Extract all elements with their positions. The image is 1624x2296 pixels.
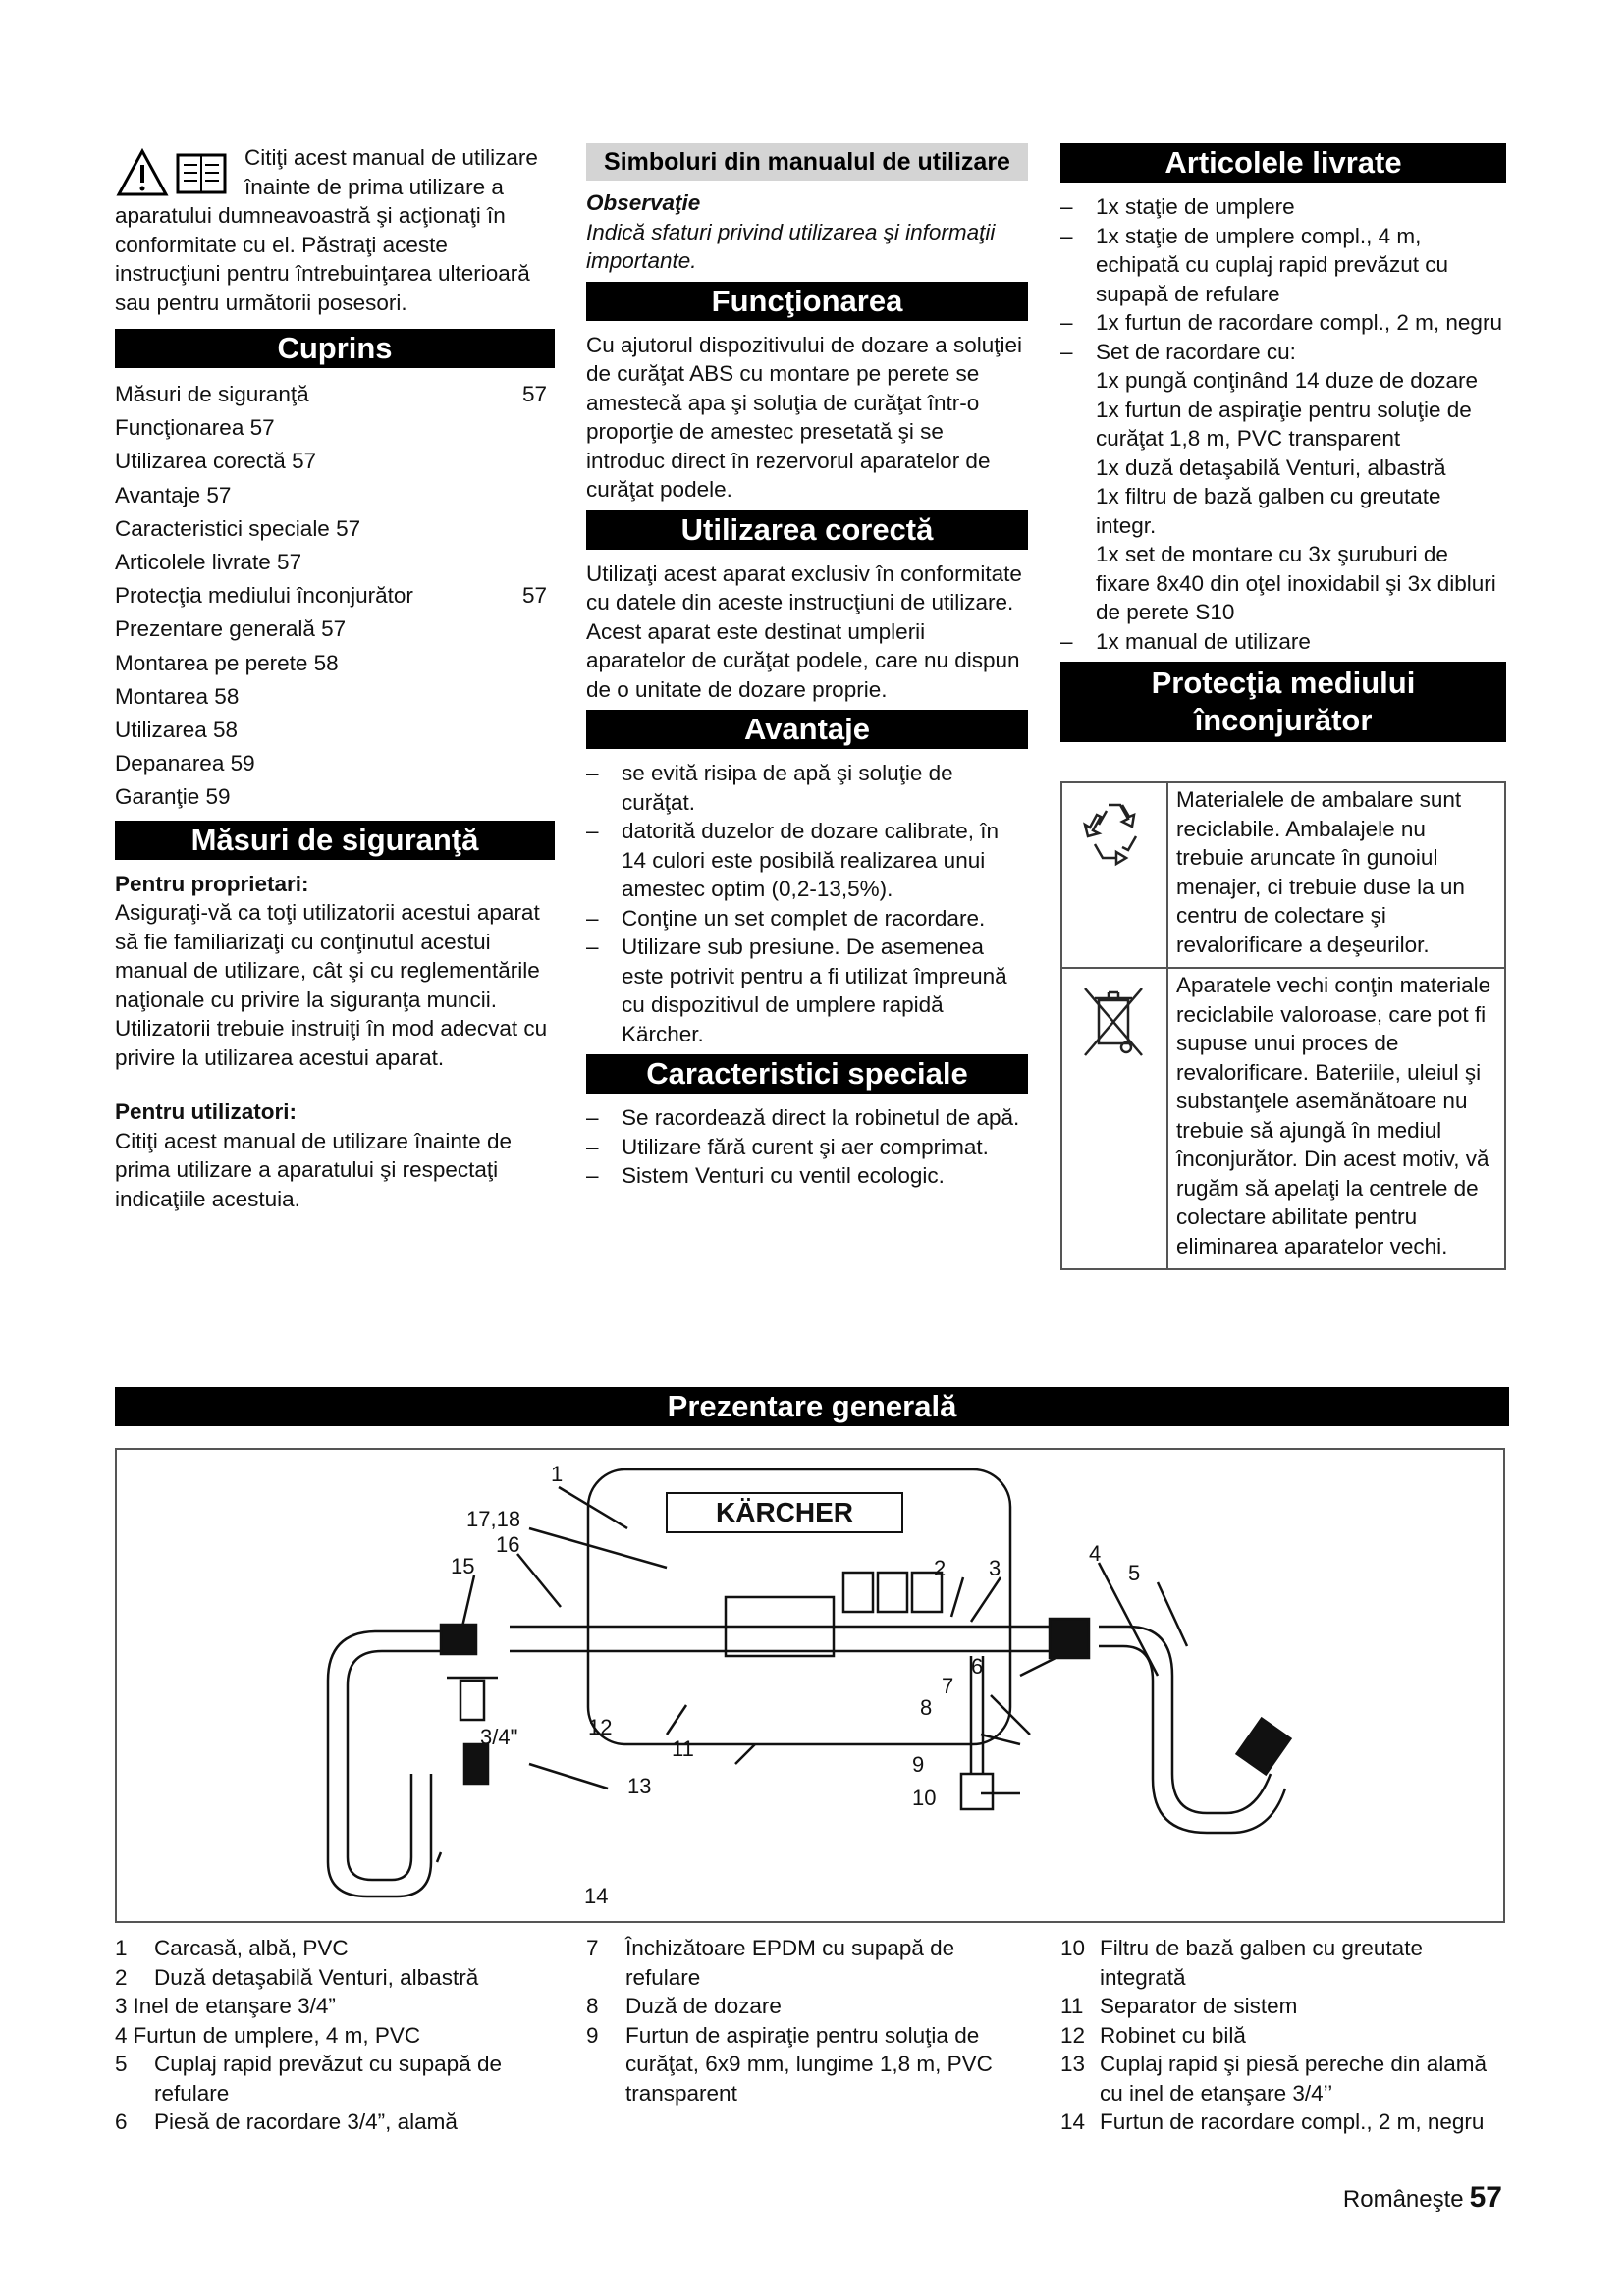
device-diagram (117, 1450, 1503, 1921)
scope-list (1060, 192, 1506, 656)
toc-entry (115, 546, 555, 579)
toc-entry (115, 747, 555, 780)
table-of-contents (115, 378, 555, 815)
legend-item (115, 1992, 547, 2021)
callout-3: 3 (989, 1556, 1001, 1580)
list-item: – 1x manual de utilizare (1060, 627, 1506, 657)
column-1 (115, 143, 555, 1213)
legend-text: Duză de dozare (625, 1994, 782, 2018)
legend-item (586, 1934, 1028, 1992)
toc-label: Protecţia mediului înconjurător (115, 583, 413, 609)
legend-num: 14 (1060, 2109, 1086, 2134)
users-text: Citiţi acest manual de utilizare înainte de prima utilizare a aparatului şi respectaţi indicaţiile acestuia. (115, 1128, 512, 1211)
legend-item (115, 2108, 547, 2137)
list-item: – se evită risipa de apă şi soluţie de curăţat. (586, 759, 1028, 817)
toc-label: Măsuri de siguranţă (115, 382, 309, 406)
environment-table (1060, 781, 1506, 1270)
list-item: – datorită duzelor de dozare calibrate, în 14 culori este posibilă realizarea unui amestec optim (0,2-13,5%). (586, 817, 1028, 904)
legend-text: Robinet cu bilă (1100, 2022, 1246, 2048)
overview-heading: Prezentare generală (115, 1387, 1509, 1426)
legend-text: Separator de sistem (1100, 1994, 1298, 2018)
intro-block (115, 143, 555, 317)
callout-9: 9 (912, 1752, 925, 1777)
list-item: – Utilizare sub presiune. De asemenea este potrivit pentru a fi utilizat împreună cu dispozitivul de umplere rapidă Kärcher. (586, 933, 1028, 1048)
toc-entry (115, 579, 555, 613)
legend-item (1060, 1992, 1506, 2021)
device-overview-figure (115, 1448, 1505, 1923)
callout-1: 1 (551, 1462, 564, 1486)
legend-text: Cuplaj rapid şi piesă pereche din alamă cu inel de etanşare 3/4’’ (1100, 2052, 1487, 2106)
toc-label: Garanţie 59 (115, 784, 231, 810)
toc-label: Utilizarea corectă 57 (115, 449, 317, 474)
toc-page (547, 512, 555, 546)
callout-15: 15 (451, 1554, 475, 1578)
recycle-cell (1061, 782, 1167, 968)
callout-14: 14 (584, 1884, 609, 1908)
toc-entry (115, 780, 555, 814)
toc-page (547, 479, 555, 512)
intro-text: Citiţi acest manual de utilizare înainte de prima utilizare a aparatului dumneavoastră şi acţionaţi în conformitate cu el. Păstraţi aceste instrucţiuni pentru întrebuinţarea ulterioară sau pentru următorii posesori. (115, 145, 538, 315)
function-text: Cu ajutorul dispozitivului de dozare a soluţiei de curăţat ABS cu montare pe perete se amestecă apa şi soluţia de curăţat într-o proporţie de amestec presetată şi se introduc direct în rezervorul aparatelor de curăţat podele. (586, 332, 1023, 502)
toc-page: 57 (521, 583, 547, 609)
recycle-text: Materialele de ambalare sunt reciclabile. Ambalajele nu trebuie aruncate în gunoiul menajer, ci trebuie duse la un centru de colectare şi revalorificare a deşeurilor. (1167, 782, 1505, 968)
toc-page (547, 680, 555, 714)
disposal-text: Aparatele vechi conţin materiale reciclabile valoroase, care pot fi supuse unui proces de revalorificare. Bateriile, uleiul şi substanţele asemănătoare nu trebuie să ajungă în mediul înconjurător. Din acest motiv, vă rugăm să apelaţi la centrele de colectare abilitate pentru eliminarea aparatelor vechi. (1167, 968, 1505, 1269)
legend-text: Furtun de racordare compl., 2 m, negru (1100, 2109, 1485, 2134)
toc-entry (115, 714, 555, 747)
legend-num: 1 (115, 1936, 128, 1960)
legend-text: Duză detaşabilă Venturi, albastră (154, 1964, 479, 1990)
toc-label: Funcţionarea 57 (115, 415, 275, 441)
legend-text: Filtru de bază galben cu greutate integrată (1100, 1936, 1423, 1990)
environment-heading (1060, 662, 1506, 742)
set-item: 1x set de montare cu 3x şuruburi de fixare 8x40 din oţel inoxidabil şi 3x dibluri de perete S10 (1096, 542, 1496, 624)
use-heading: Utilizarea corectă (586, 510, 1028, 550)
safety-heading: Măsuri de siguranţă (115, 821, 555, 860)
legend-num: 7 (586, 1936, 599, 1960)
toc-page (547, 747, 555, 780)
set-item: 1x filtru de bază galben cu greutate integr. (1096, 484, 1441, 538)
special-features-list (586, 1103, 1028, 1191)
callout-7: 7 (942, 1674, 954, 1698)
scope-heading: Articolele livrate (1060, 143, 1506, 183)
set-item: 1x pungă conţinând 14 duze de dozare (1096, 368, 1479, 393)
toc-page (547, 546, 555, 579)
legend-num: 11 (1060, 1994, 1084, 2018)
set-item: 1x furtun de aspiraţie pentru soluţie de curăţat 1,8 m, PVC transparent (1096, 397, 1472, 451)
list-item: – Sistem Venturi cu ventil ecologic. (586, 1161, 1028, 1191)
toc-label: Depanarea 59 (115, 751, 255, 776)
list-item: – 1x furtun de racordare compl., 2 m, negru (1060, 308, 1506, 338)
page-footer (1343, 2181, 1502, 2215)
toc-label: Prezentare generală 57 (115, 616, 347, 642)
advantages-list (586, 759, 1028, 1048)
legend-num: 2 (115, 1964, 128, 1990)
callout-2: 2 (934, 1556, 947, 1580)
callout-11: 11 (672, 1736, 694, 1761)
note-heading: Observaţie (586, 190, 701, 215)
special-features-heading: Caracteristici speciale (586, 1054, 1028, 1094)
toc-label: Montarea pe perete 58 (115, 650, 339, 675)
legend-text: Furtun de aspiraţie pentru soluţia de curăţat, 6x9 mm, lungime 1,8 m, PVC transparent (625, 2022, 993, 2106)
legend-num: 10 (1060, 1936, 1086, 1960)
toc-entry (115, 647, 555, 680)
toc-page (547, 613, 555, 646)
toc-page (547, 780, 555, 814)
footer-language: Româneşte (1342, 2186, 1464, 2213)
callout-10: 10 (912, 1786, 937, 1810)
page-number: 57 (1469, 2181, 1502, 2214)
environment-heading-line-1: Protecţia mediului (1151, 666, 1416, 700)
legend-column-2 (586, 1934, 1028, 2108)
callout-16: 16 (496, 1532, 520, 1557)
callout-3-4: 3/4" (480, 1725, 518, 1749)
crossed-bin-icon (1079, 983, 1150, 1061)
toc-label: Utilizarea 58 (115, 718, 239, 743)
use-text-1: Utilizaţi acest aparat exclusiv în conformitate cu datele din aceste instrucţiuni de utilizare. (586, 561, 1022, 614)
set-item: 1x duză detaşabilă Venturi, albastră (1096, 454, 1446, 480)
note-text: Indică sfaturi privind utilizarea şi informaţii importante. (586, 219, 996, 273)
legend-item (1060, 1934, 1506, 1992)
legend-text: Închizătoare EPDM cu supapă de refulare (625, 1936, 955, 1990)
toc-page (547, 411, 555, 445)
recycle-icon (1079, 797, 1150, 868)
toc-label: Caracteristici speciale 57 (115, 515, 361, 541)
fill-hose (1099, 1627, 1271, 1813)
toc-page (547, 647, 555, 680)
toc-page: 57 (521, 382, 547, 406)
legend-num: 5 (115, 2052, 128, 2076)
toc-entry (115, 613, 555, 646)
legend-num: 4 (115, 2022, 128, 2048)
list-item: – Set de racordare cu: (1060, 338, 1506, 367)
list-item: – 1x staţie de umplere (1060, 192, 1506, 222)
legend-column-3 (1060, 1934, 1506, 2137)
environment-heading-line-2: înconjurător (1194, 703, 1373, 737)
advantages-heading: Avantaje (586, 710, 1028, 749)
symbols-heading: Simboluri din manualul de utilizare (586, 143, 1028, 181)
brand-name: KÄRCHER (716, 1497, 853, 1527)
toc-entry (115, 378, 555, 411)
column-2 (586, 143, 1028, 1191)
toc-entry (115, 411, 555, 445)
callout-5: 5 (1128, 1561, 1141, 1585)
legend-text: Cuplaj rapid prevăzut cu supapă de refulare (154, 2052, 502, 2106)
owners-heading: Pentru proprietari: (115, 871, 309, 896)
toc-label: Montarea 58 (115, 683, 240, 709)
warning-manual-icon (115, 145, 233, 200)
legend-text: Inel de etanşare 3/4” (133, 1994, 336, 2018)
callout-12: 12 (588, 1715, 613, 1739)
legend-item (115, 2050, 547, 2108)
callout-4: 4 (1089, 1541, 1102, 1566)
function-heading: Funcţionarea (586, 282, 1028, 321)
column-3 (1060, 143, 1506, 1270)
legend-text: Furtun de umplere, 4 m, PVC (133, 2022, 421, 2048)
legend-item (1060, 2050, 1506, 2108)
toc-page (547, 445, 555, 478)
legend-num: 9 (586, 2022, 599, 2048)
legend-item (115, 1963, 547, 1993)
callout-6: 6 (971, 1654, 984, 1679)
legend-item (586, 1992, 1028, 2021)
toc-entry (115, 680, 555, 714)
list-item: – 1x staţie de umplere compl., 4 m, echipată cu cuplaj rapid prevăzut cu supapă de refulare (1060, 222, 1506, 309)
legend-num: 13 (1060, 2052, 1086, 2076)
contents-heading: Cuprins (115, 329, 555, 368)
legend-item (586, 2021, 1028, 2109)
toc-entry (115, 479, 555, 512)
legend-num: 6 (115, 2109, 128, 2134)
legend-text: Carcasă, albă, PVC (154, 1936, 349, 1960)
toc-page (547, 714, 555, 747)
callout-17-18: 17,18 (466, 1507, 521, 1531)
legend-item (1060, 2108, 1506, 2137)
use-text-2: Acest aparat este destinat umplerii aparatelor de curăţat podele, care nu dispun de o unitate de dozare proprie. (586, 618, 1020, 702)
toc-label: Articolele livrate 57 (115, 550, 302, 575)
legend-num: 12 (1060, 2022, 1086, 2048)
users-heading: Pentru utilizatori: (115, 1099, 297, 1125)
legend-column-1 (115, 1934, 547, 2137)
legend-num: 3 (115, 1994, 128, 2018)
legend-text: Piesă de racordare 3/4”, alamă (154, 2109, 458, 2134)
legend-item (115, 2021, 547, 2051)
legend-num: 8 (586, 1994, 599, 2018)
toc-entry (115, 512, 555, 546)
list-item: – Conţine un set complet de racordare. (586, 904, 1028, 934)
callout-8: 8 (920, 1695, 933, 1720)
legend-item (115, 1934, 547, 1963)
disposal-cell (1061, 968, 1167, 1269)
toc-label: Avantaje 57 (115, 482, 232, 507)
toc-entry (115, 445, 555, 478)
callout-13: 13 (627, 1774, 652, 1798)
list-item: – Se racordează direct la robinetul de apă. (586, 1103, 1028, 1133)
list-item: – Utilizare fără curent şi aer comprimat. (586, 1133, 1028, 1162)
connection-hose (328, 1631, 441, 1896)
legend-item (1060, 2021, 1506, 2051)
owners-text: Asiguraţi-vă ca toţi utilizatorii acestui aparat să fie familiarizaţi cu conţinutul acestui manual de utilizare, cât şi cu reglementările naţionale cu privire la siguranţa muncii. Utilizatorii trebuie instruiţi în mod adecvat cu privire la utilizarea acestui aparat. (115, 900, 548, 1070)
